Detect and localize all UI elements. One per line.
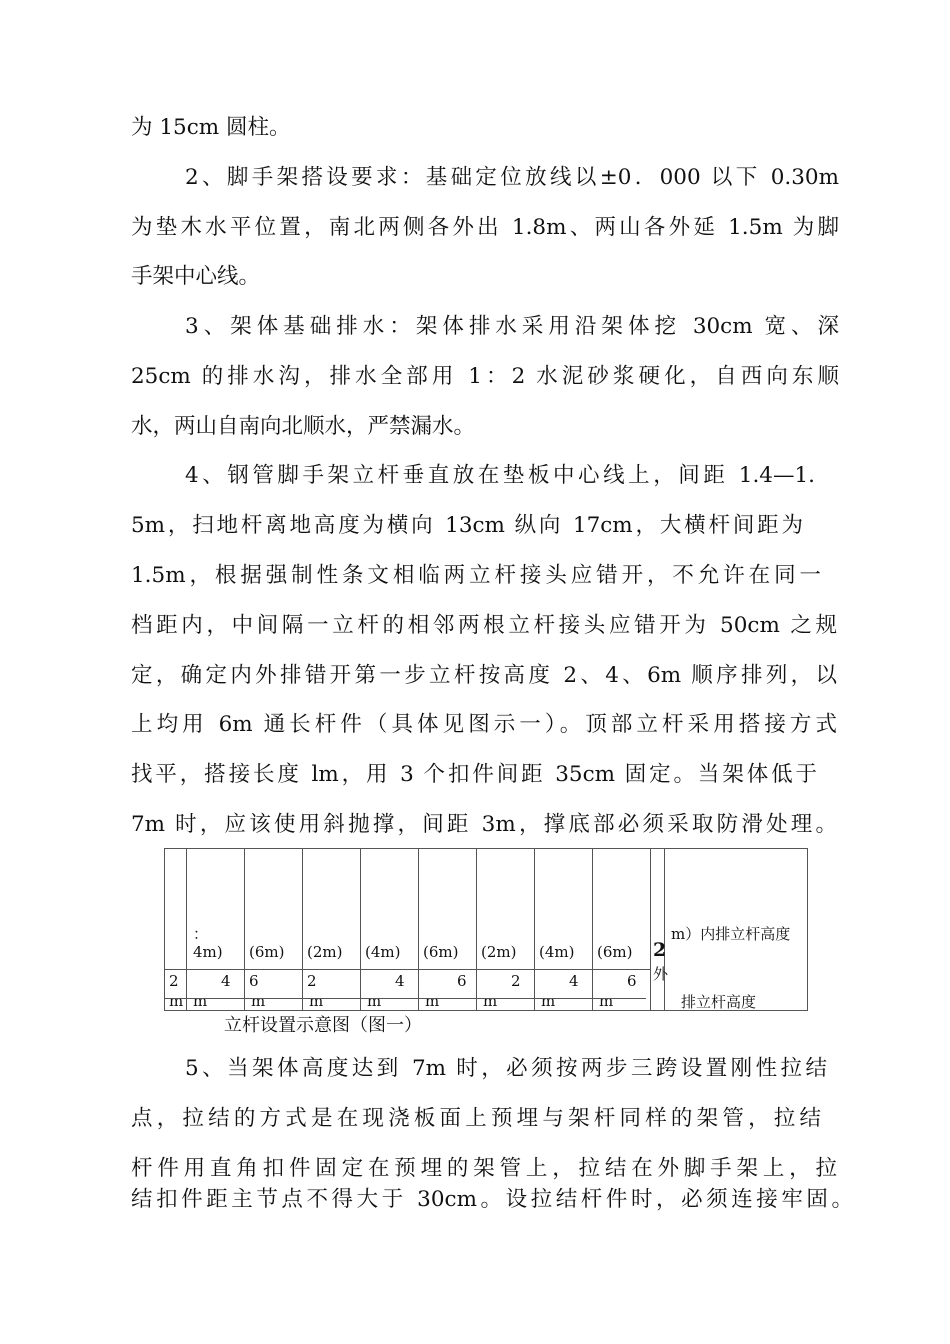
outer-char: 外 [653,965,669,983]
diagram-cell [245,849,303,970]
diagram-baseline [164,998,646,999]
diagram-cell [419,849,477,970]
outer-height-cell [187,970,245,1011]
diagram-cell [361,849,419,970]
inner-height-label: (6m) [423,943,459,961]
paragraph-4-line-3: 1.5m，根据强制性条文相临两立杆接头应错开，不允许在同一 [131,563,821,588]
inner-height-label: (4m) [539,943,575,961]
outer-height-cell [419,970,477,1011]
diagram-cell [303,849,361,970]
inner-height-label: 4m) [193,943,223,961]
paragraph-4-line-5: 定，确定内外排错开第一步立杆按高度 2、4、6m 顺序排列，以 [131,663,837,688]
outer-height-unit: m [193,992,208,1011]
paragraph-1-line-1: 为 15cm 圆柱。 [131,115,291,140]
narrow-digit: 2 [653,939,667,961]
colon-mark: ： [193,925,209,943]
paragraph-5-line-1: 5、当架体高度达到 7m 时，必须按两步三跨设置刚性拉结 [185,1056,827,1081]
outer-height-cell [535,970,593,1011]
diagram-cell [187,849,245,970]
diagram-label-cell [665,849,808,1011]
inner-height-label: (2m) [481,943,517,961]
outer-height-number: 2 [511,972,521,991]
paragraph-2-line-1: 2、脚手架搭设要求：基础定位放线以±0．000 以下 0.30m [185,165,839,190]
outer-height-number: 4 [569,972,579,991]
outer-height-unit: m [309,992,324,1011]
outer-height-unit: m [483,992,498,1011]
outer-height-number: 6 [249,972,259,991]
inner-row-label: m）内排立杆高度 [671,925,791,943]
paragraph-4-line-6: 上均用 6m 通长杆件（具体见图示一）。顶部立杆采用搭接方式 [131,712,837,737]
diagram-cell [165,849,187,970]
diagram-cell [535,849,593,970]
paragraph-3-line-3: 水，两山自南向北顺水，严禁漏水。 [131,414,476,439]
outer-height-number: 4 [221,972,231,991]
paragraph-4-line-4: 档距内，中间隔一立杆的相邻两根立杆接头应错开为 50cm 之规 [131,613,837,638]
outer-height-unit: m [541,992,556,1011]
pole-layout-diagram [164,848,808,1011]
outer-height-number: 4 [395,972,405,991]
outer-height-cell [593,970,651,1011]
inner-height-label: (6m) [597,943,633,961]
paragraph-4-line-2: 5m，扫地杆离地高度为横向 13cm 纵向 17cm，大横杆间距为 [131,513,803,538]
outer-height-number: 2 [169,972,179,991]
diagram-caption: 立杆设置示意图（图一） [224,1015,422,1036]
diagram-cell [593,849,651,970]
paragraph-4-line-7: 找平，搭接长度 lm，用 3 个扣件间距 35cm 固定。当架体低于 [131,762,817,787]
inner-height-label: (4m) [365,943,401,961]
outer-height-cell [303,970,361,1011]
outer-height-unit: m [425,992,440,1011]
outer-height-unit: m [367,992,382,1011]
paragraph-5-line-2: 点，拉结的方式是在现浇板面上预埋与架杆同样的架管，拉结 [131,1106,821,1131]
paragraph-4-line-1: 4、钢管脚手架立杆垂直放在垫板中心线上，间距 1.4—1. [185,463,815,488]
outer-row-label: 排立杆高度 [681,993,757,1011]
diagram-cell [477,849,535,970]
outer-height-cell [477,970,535,1011]
inner-height-label: (6m) [249,943,285,961]
paragraph-5-line-3: 杆件用直角扣件固定在预埋的架管上，拉结在外脚手架上，拉 [131,1156,837,1181]
paragraph-3-line-1: 3、架体基础排水：架体排水采用沿架体挖 30cm 宽、深 [185,314,839,339]
paragraph-2-line-3: 手架中心线。 [131,264,261,289]
outer-height-unit: m [169,992,184,1011]
inner-height-label: (2m) [307,943,343,961]
paragraph-2-line-2: 为垫木水平位置，南北两侧各外出 1.8m、两山各外延 1.5m 为脚 [131,215,839,240]
outer-height-cell [165,970,187,1011]
outer-height-unit: m [251,992,266,1011]
paragraph-3-line-2: 25cm 的排水沟，排水全部用 1：2 水泥砂浆硬化，自西向东顺 [131,364,839,389]
outer-height-number: 2 [307,972,317,991]
paragraph-5-line-4: 结扣件距主节点不得大于 30cm。设拉结杆件时，必须连接牢固。 [131,1187,853,1212]
outer-height-unit: m [599,992,614,1011]
outer-height-number: 6 [457,972,467,991]
outer-height-cell [361,970,419,1011]
outer-height-cell [245,970,303,1011]
diagram-narrow-cell [651,849,669,1011]
paragraph-4-line-8: 7m 时，应该使用斜抛撑，间距 3m，撑底部必须采取防滑处理。 [131,812,837,837]
outer-height-number: 6 [627,972,637,991]
